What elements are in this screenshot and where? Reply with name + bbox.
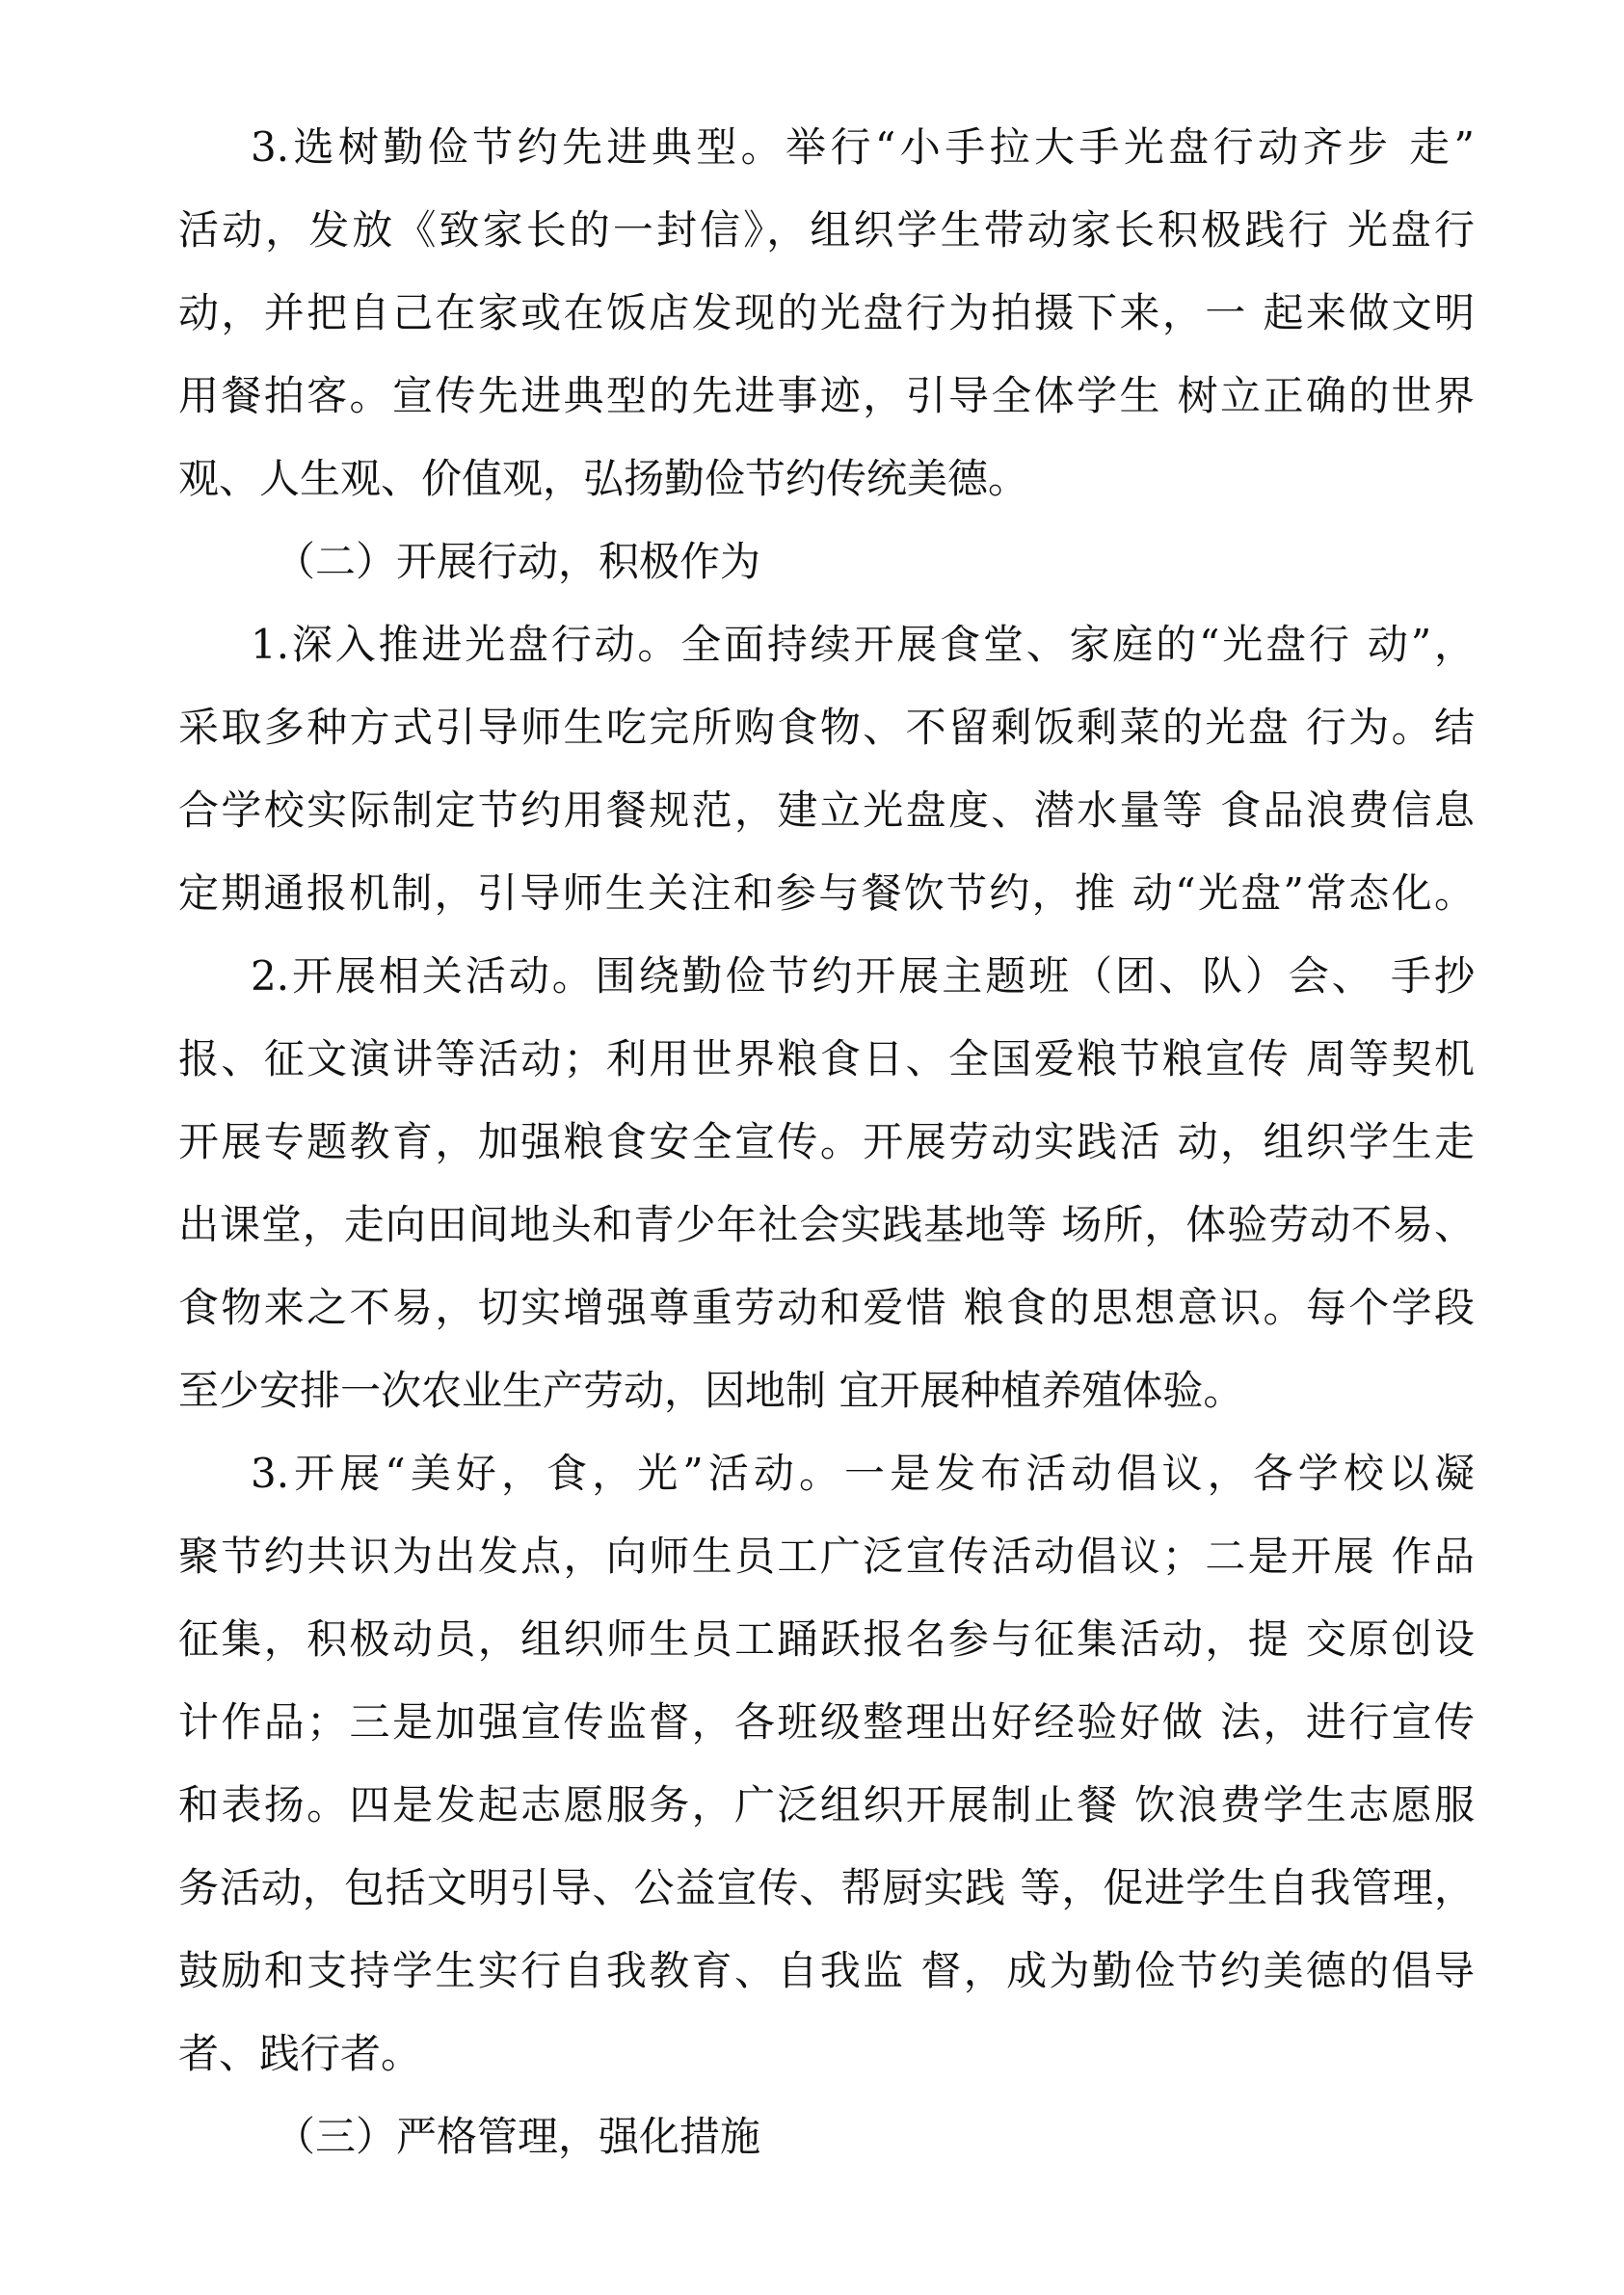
text-line: 计作品；三是加强宣传监督，各班级整理出好经验好做 法，进行宣传 (178, 1698, 1475, 1746)
text-line: 务活动，包括文明引导、公益宣传、帮厨实践 等，促进学生自我管理， (178, 1864, 1475, 1911)
text-line: 2.开展相关活动。围绕勤俭节约开展主题班（团、队）会、 手抄 (251, 952, 1475, 1000)
text-line: 聚节约共识为出发点，向师生员工广泛宣传活动倡议；二是开展 作品 (178, 1533, 1475, 1580)
text-line: 活动，发放《致家长的一封信》，组织学生带动家长积极践行 光盘行 (178, 206, 1475, 254)
text-line: 采取多种方式引导师生吃完所购食物、不留剩饭剩菜的光盘 行为。结 (178, 704, 1475, 751)
text-line: 和表扬。四是发起志愿服务，广泛组织开展制止餐 饮浪费学生志愿服 (178, 1781, 1475, 1828)
text-line: 定期通报机制，引导师生关注和参与餐饮节约，推 动“光盘”常态化。 (178, 869, 1475, 917)
section-heading: （三）严格管理，强化措施 (275, 2113, 761, 2160)
text-line: 报、征文演讲等活动；利用世界粮食日、全国爱粮节粮宣传 周等契机 (178, 1035, 1475, 1082)
text-line: 3.选树勤俭节约先进典型。举行“小手拉大手光盘行动齐步 走” (251, 123, 1475, 171)
text-line: 3.开展“美好，食，光”活动。一是发布活动倡议，各学校以凝 (251, 1450, 1475, 1497)
section-heading: （二）开展行动，积极作为 (275, 538, 761, 585)
text-line: 用餐拍客。宣传先进典型的先进事迹，引导全体学生 树立正确的世界 (178, 372, 1475, 419)
text-line: 观、人生观、价值观，弘扬勤俭节约传统美德。 (178, 455, 1029, 502)
text-line: 开展专题教育，加强粮食安全宣传。开展劳动实践活 动，组织学生走 (178, 1118, 1475, 1165)
text-line: 出课堂，走向田间地头和青少年社会实践基地等 场所，体验劳动不易、 (178, 1201, 1475, 1248)
text-line: 征集，积极动员，组织师生员工踊跃报名参与征集活动，提 交原创设 (178, 1615, 1475, 1663)
text-line: 者、践行者。 (178, 2030, 422, 2077)
text-line: 合学校实际制定节约用餐规范，建立光盘度、潜水量等 食品浪费信息 (178, 787, 1475, 834)
text-line: 食物来之不易，切实增强尊重劳动和爱惜 粮食的思想意识。每个学段 (178, 1284, 1475, 1331)
text-line: 动，并把自己在家或在饭店发现的光盘行为拍摄下来，一 起来做文明 (178, 289, 1475, 336)
text-line: 至少安排一次农业生产劳动，因地制 宜开展种植养殖体验。 (178, 1367, 1244, 1414)
text-line: 1.深入推进光盘行动。全面持续开展食堂、家庭的“光盘行 动”， (251, 621, 1475, 668)
text-line: 鼓励和支持学生实行自我教育、自我监 督，成为勤俭节约美德的倡导 (178, 1947, 1475, 1994)
